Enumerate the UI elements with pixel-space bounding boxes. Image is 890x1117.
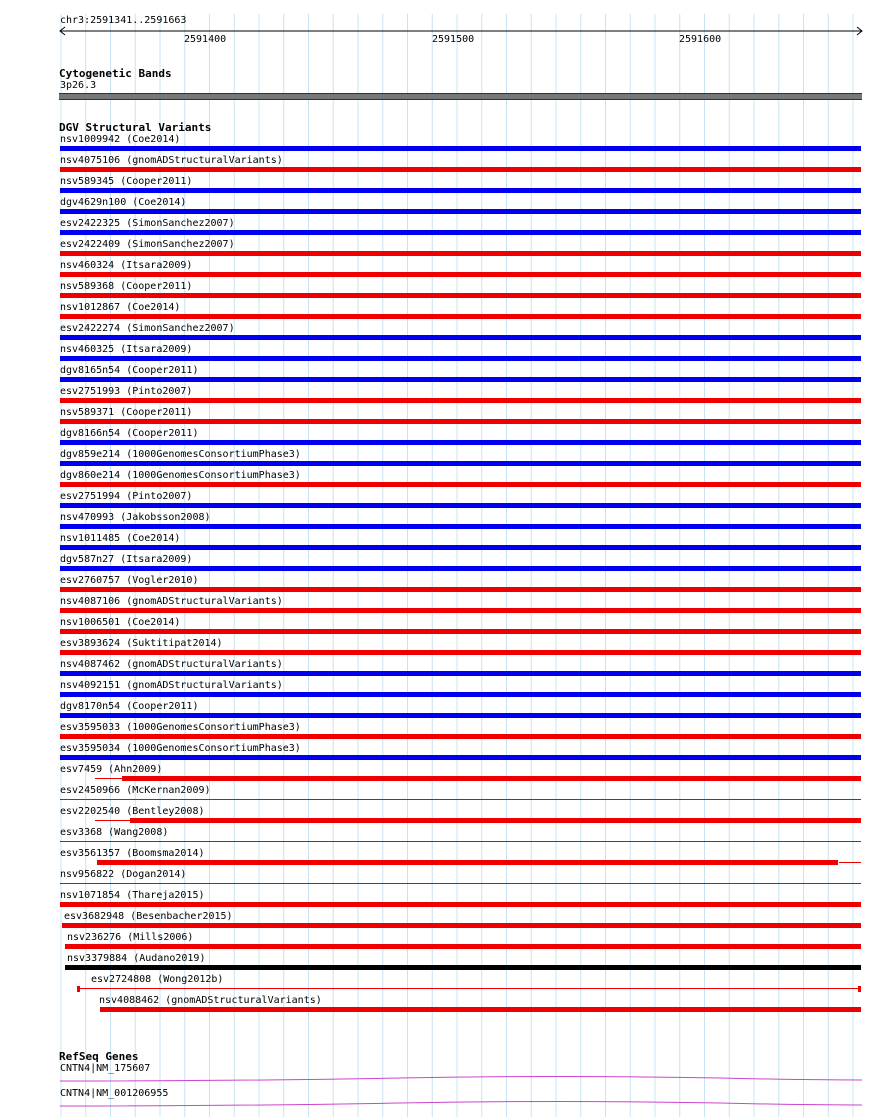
- variant-label[interactable]: esv3595033 (1000GenomesConsortiumPhase3): [60, 722, 301, 733]
- ruler-tick-label: 2591400: [184, 34, 227, 45]
- variant-bar[interactable]: [60, 230, 861, 235]
- variant-label[interactable]: dgv860e214 (1000GenomesConsortiumPhase3): [60, 470, 301, 481]
- variant-bar[interactable]: [60, 188, 861, 193]
- variant-label[interactable]: nsv589368 (Cooper2011): [60, 281, 193, 292]
- variant-label[interactable]: dgv8166n54 (Cooper2011): [60, 428, 199, 439]
- variant-bar[interactable]: [60, 713, 861, 718]
- variant-bar[interactable]: [130, 818, 861, 823]
- variant-label[interactable]: esv2760757 (Vogler2010): [60, 575, 199, 586]
- variant-label[interactable]: nsv1011485 (Coe2014): [60, 533, 181, 544]
- variant-label[interactable]: nsv236276 (Mills2006): [67, 932, 194, 943]
- variant-label[interactable]: esv2422409 (SimonSanchez2007): [60, 239, 235, 250]
- ruler-tick-label: 2591600: [679, 34, 722, 45]
- ruler-position: chr3:2591341..2591663: [60, 15, 187, 26]
- variant-label[interactable]: nsv589371 (Cooper2011): [60, 407, 193, 418]
- variant-bar[interactable]: [60, 209, 861, 214]
- variant-label[interactable]: esv3595034 (1000GenomesConsortiumPhase3): [60, 743, 301, 754]
- variant-bar[interactable]: [60, 398, 861, 403]
- variant-label[interactable]: dgv587n27 (Itsara2009): [60, 554, 193, 565]
- cytoband-label: 3p26.3: [60, 80, 97, 91]
- variant-extent-line[interactable]: [60, 883, 861, 884]
- variant-label[interactable]: nsv1006501 (Coe2014): [60, 617, 181, 628]
- variant-bar[interactable]: [77, 988, 861, 989]
- variant-label[interactable]: esv2422274 (SimonSanchez2007): [60, 323, 235, 334]
- variant-label[interactable]: esv2422325 (SimonSanchez2007): [60, 218, 235, 229]
- variant-bar[interactable]: [122, 776, 861, 781]
- variant-bar[interactable]: [60, 440, 861, 445]
- variant-bar[interactable]: [60, 314, 861, 319]
- variant-bar[interactable]: [60, 755, 861, 760]
- variant-bar[interactable]: [60, 734, 861, 739]
- cytoband-bar[interactable]: [59, 93, 862, 100]
- variant-label[interactable]: dgv8165n54 (Cooper2011): [60, 365, 199, 376]
- variant-bar[interactable]: [60, 671, 861, 676]
- variant-label[interactable]: esv7459 (Ahn2009): [60, 764, 163, 775]
- variant-bar[interactable]: [60, 461, 861, 466]
- variant-extent-line[interactable]: [60, 799, 861, 800]
- variant-label[interactable]: nsv460325 (Itsara2009): [60, 344, 193, 355]
- variant-extent-line[interactable]: [95, 820, 130, 821]
- variant-label[interactable]: esv3893624 (Suktitipat2014): [60, 638, 223, 649]
- variant-bar[interactable]: [60, 167, 861, 172]
- variant-end-cap: [858, 986, 861, 992]
- variant-extent-line[interactable]: [839, 862, 861, 863]
- variant-bar[interactable]: [60, 692, 861, 697]
- variant-bar[interactable]: [60, 377, 861, 382]
- variant-bar[interactable]: [60, 419, 861, 424]
- variant-label[interactable]: dgv4629n100 (Coe2014): [60, 197, 187, 208]
- variant-bar[interactable]: [60, 356, 861, 361]
- variant-label[interactable]: nsv4088462 (gnomADStructuralVariants): [99, 995, 322, 1006]
- variant-bar[interactable]: [60, 524, 861, 529]
- variant-label[interactable]: nsv1012867 (Coe2014): [60, 302, 181, 313]
- variant-extent-line[interactable]: [60, 841, 861, 842]
- gene-label[interactable]: CNTN4|NM_175607: [60, 1063, 151, 1074]
- cytoband-track-title: Cytogenetic Bands: [59, 67, 172, 80]
- variant-bar[interactable]: [60, 503, 861, 508]
- variant-label[interactable]: nsv1071854 (Thareja2015): [60, 890, 205, 901]
- ruler-tick-label: 2591500: [432, 34, 475, 45]
- variant-label[interactable]: nsv4087462 (gnomADStructuralVariants): [60, 659, 283, 670]
- variant-label[interactable]: esv3682948 (Besenbacher2015): [64, 911, 233, 922]
- variant-bar[interactable]: [60, 293, 861, 298]
- variant-bar[interactable]: [97, 860, 838, 865]
- dgv-track-title: DGV Structural Variants: [59, 121, 212, 134]
- variant-bar[interactable]: [60, 650, 861, 655]
- variant-bar[interactable]: [60, 566, 861, 571]
- variant-bar[interactable]: [60, 251, 861, 256]
- gene-transcript-line[interactable]: [0, 1099, 890, 1109]
- variant-bar[interactable]: [60, 146, 861, 151]
- variant-bar[interactable]: [65, 944, 861, 949]
- variant-label[interactable]: esv2751994 (Pinto2007): [60, 491, 193, 502]
- variant-bar[interactable]: [60, 902, 861, 907]
- variant-bar[interactable]: [60, 335, 861, 340]
- variant-bar[interactable]: [60, 272, 861, 277]
- variant-label[interactable]: esv3368 (Wang2008): [60, 827, 169, 838]
- variant-label[interactable]: nsv460324 (Itsara2009): [60, 260, 193, 271]
- refseq-track-title: RefSeq Genes: [59, 1050, 139, 1063]
- variant-bar[interactable]: [62, 923, 861, 928]
- variant-bar[interactable]: [65, 965, 861, 970]
- variant-label[interactable]: nsv4087106 (gnomADStructuralVariants): [60, 596, 283, 607]
- variant-bar[interactable]: [60, 482, 861, 487]
- variant-bar[interactable]: [100, 1007, 861, 1012]
- variant-label[interactable]: esv2450966 (McKernan2009): [60, 785, 211, 796]
- variant-bar[interactable]: [60, 608, 861, 613]
- gene-transcript-line[interactable]: [0, 1074, 890, 1084]
- variant-label[interactable]: nsv4092151 (gnomADStructuralVariants): [60, 680, 283, 691]
- variant-label[interactable]: dgv8170n54 (Cooper2011): [60, 701, 199, 712]
- variant-extent-line[interactable]: [95, 778, 122, 779]
- variant-label[interactable]: esv2202540 (Bentley2008): [60, 806, 205, 817]
- variant-label[interactable]: dgv859e214 (1000GenomesConsortiumPhase3): [60, 449, 301, 460]
- variant-label[interactable]: nsv589345 (Cooper2011): [60, 176, 193, 187]
- variant-label[interactable]: esv2751993 (Pinto2007): [60, 386, 193, 397]
- gene-label[interactable]: CNTN4|NM_001206955: [60, 1088, 169, 1099]
- variant-bar[interactable]: [60, 545, 861, 550]
- variant-label[interactable]: esv3561357 (Boomsma2014): [60, 848, 205, 859]
- variant-label[interactable]: nsv3379884 (Audano2019): [67, 953, 206, 964]
- variant-bar[interactable]: [60, 629, 861, 634]
- variant-label[interactable]: nsv4075106 (gnomADStructuralVariants): [60, 155, 283, 166]
- variant-bar[interactable]: [60, 587, 861, 592]
- variant-label[interactable]: nsv470993 (Jakobsson2008): [60, 512, 211, 523]
- variant-end-cap: [77, 986, 80, 992]
- variant-label[interactable]: esv2724808 (Wong2012b): [91, 974, 224, 985]
- variant-label[interactable]: nsv1009942 (Coe2014): [60, 134, 181, 145]
- variant-label[interactable]: nsv956822 (Dogan2014): [60, 869, 187, 880]
